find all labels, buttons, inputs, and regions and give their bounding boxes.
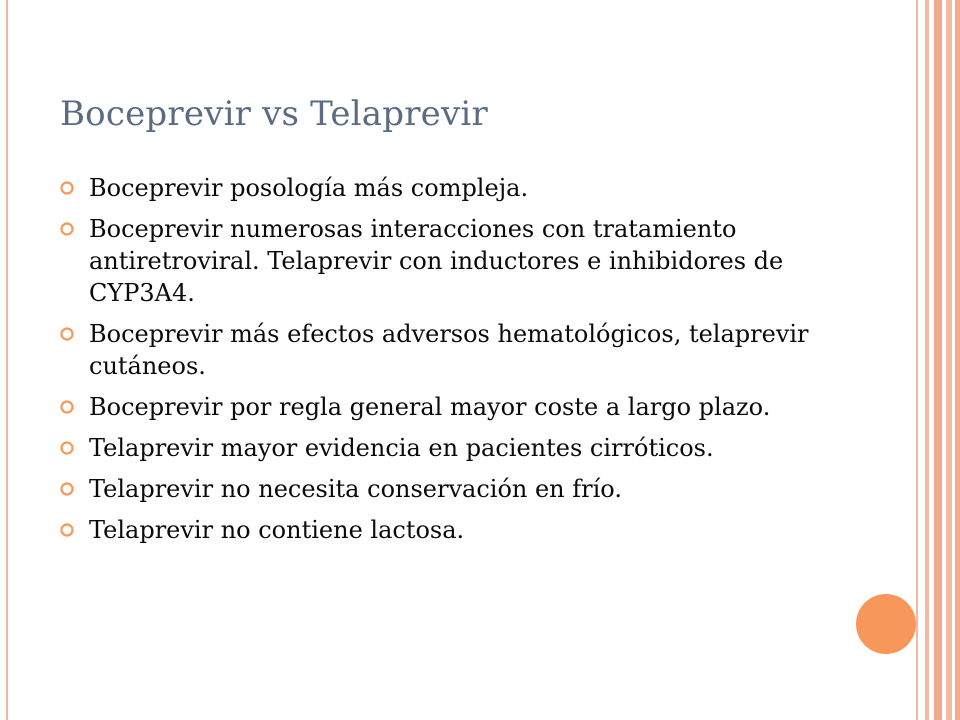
bullet-icon [60,318,84,350]
decorative-circle [856,594,916,654]
bullet-icon [60,213,84,245]
decorative-stripe [925,0,929,720]
bullet-text: Boceprevir más efectos adversos hematológicos, telaprevir cutáneos. [89,320,809,380]
decorative-stripe [934,0,942,720]
bullet-icon [60,473,84,505]
bullet-text: Boceprevir por regla general mayor coste a largo plazo. [89,393,771,421]
bullet-text: Telaprevir mayor evidencia en pacientes cirróticos. [89,434,714,462]
bullet-icon [60,432,84,464]
bullet-item [60,172,850,204]
bullet-text: Telaprevir no contiene lactosa. [89,516,465,544]
bullet-item [60,391,850,423]
bullet-text: Boceprevir numerosas interacciones con tratamiento antiretroviral. Telaprevir con inductores e inhibidores de CYP3A4. [89,215,784,307]
bullet-item [60,473,850,505]
bullet-item [60,213,850,309]
bullet-icon [60,172,84,204]
bullet-item [60,318,850,382]
decorative-stripe [955,0,960,720]
bullet-item [60,514,850,546]
bullet-item [60,432,850,464]
bullet-list [60,172,850,555]
bullet-text: Telaprevir no necesita conservación en frío. [89,475,622,503]
decorative-stripe [946,0,952,720]
slide-title: Boceprevir vs Telaprevir [60,94,488,134]
bullet-text: Boceprevir posología más compleja. [89,174,529,202]
bullet-icon [60,514,84,546]
bullet-icon [60,391,84,423]
